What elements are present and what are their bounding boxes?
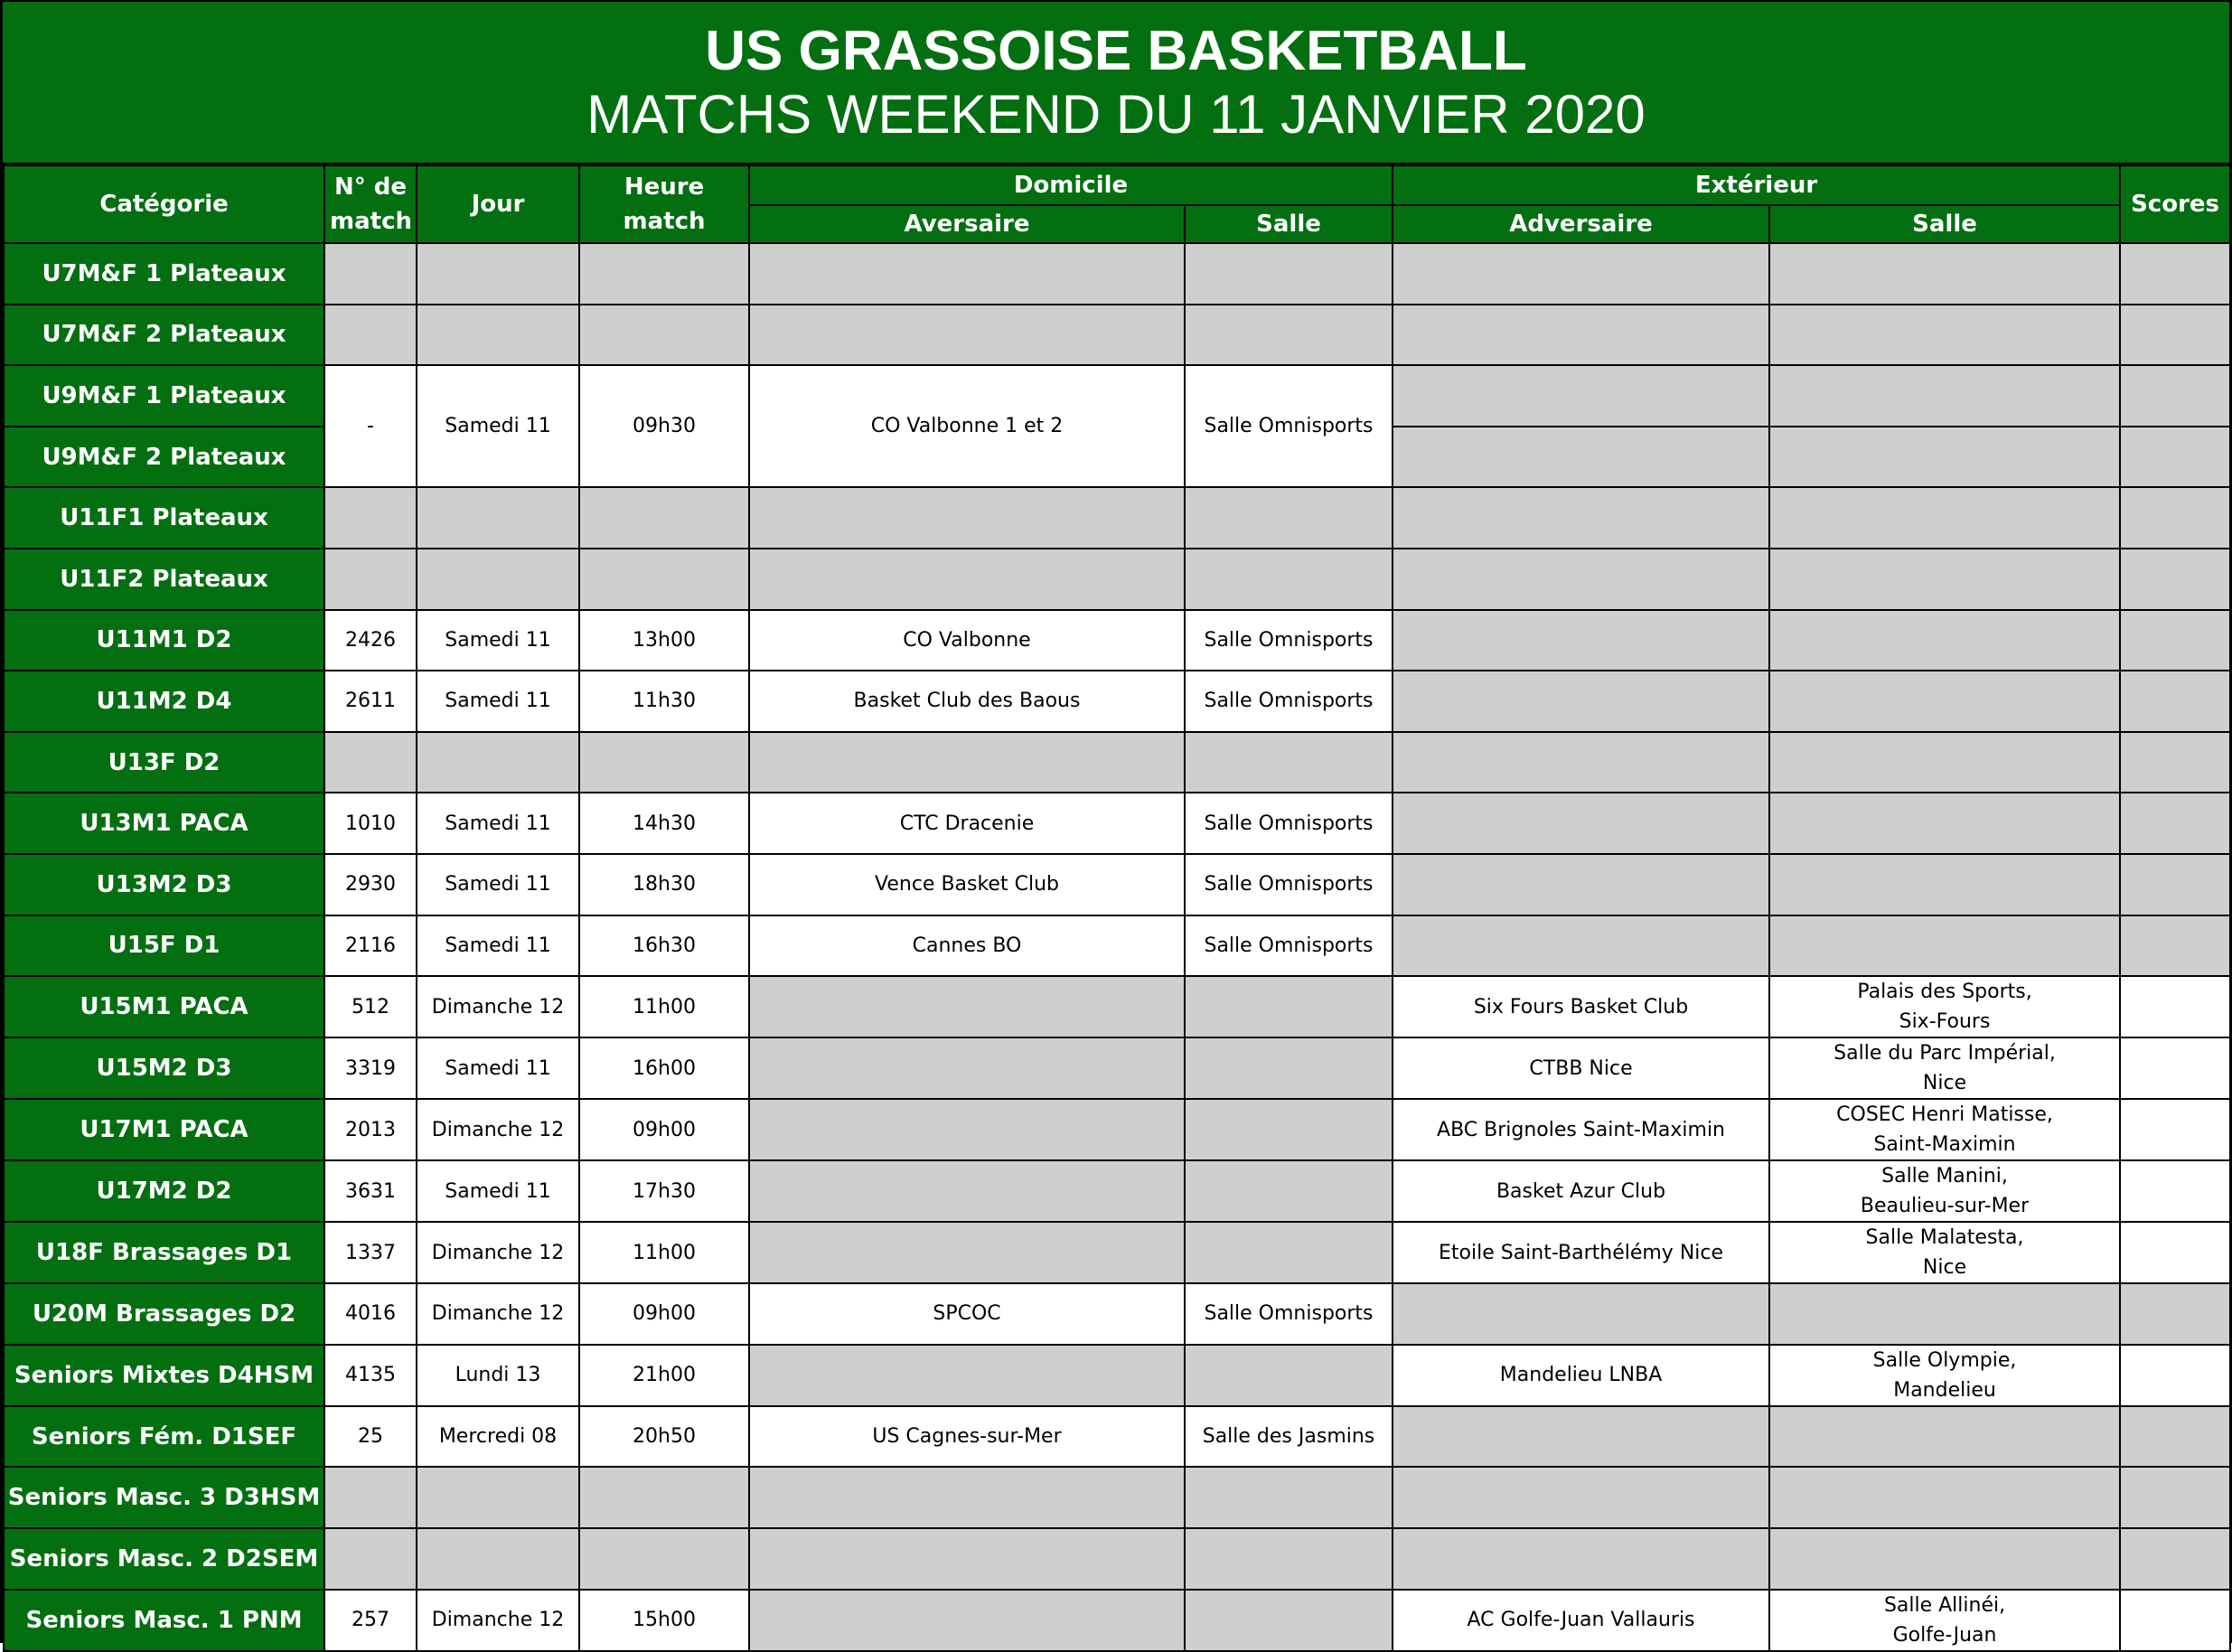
away-opponent-cell (1393, 610, 1769, 671)
day-cell: Samedi 11 (417, 915, 579, 977)
away-opponent-cell (1393, 487, 1769, 549)
home-opponent-cell (749, 549, 1185, 610)
category-cell: U11M2 D4 (4, 671, 324, 732)
away-hall-cell (1769, 305, 2120, 366)
home-opponent-cell (749, 243, 1185, 305)
away-hall-cell (1769, 793, 2120, 854)
away-hall-cell (1769, 671, 2120, 732)
away-hall-cell (1769, 1406, 2120, 1468)
time-cell: 09h00 (579, 1283, 749, 1345)
time-cell (579, 243, 749, 305)
time-cell: 17h30 (579, 1160, 749, 1222)
home-hall-cell (1185, 1590, 1393, 1651)
table-row (4, 1467, 2230, 1528)
away-opponent-cell: ABC Brignoles Saint-Maximin (1393, 1099, 1769, 1160)
day-cell: Lundi 13 (417, 1345, 579, 1406)
category-cell: U17M2 D2 (4, 1160, 324, 1222)
day-cell: Samedi 11 (417, 1160, 579, 1222)
away-hall-cell (1769, 1222, 2120, 1283)
score-cell (2120, 976, 2230, 1037)
category-cell: Seniors Masc. 3 D3HSM (4, 1467, 324, 1528)
home-opponent-cell (749, 1467, 1185, 1528)
away-opponent-cell (1393, 427, 1769, 488)
away-hall-line: Salle Manini, (1881, 1165, 2008, 1188)
away-hall-line: Salle Malatesta, (1865, 1226, 2024, 1250)
away-hall-line: COSEC Henri Matisse, (1836, 1103, 2053, 1127)
match-number-cell (324, 305, 417, 366)
time-cell (579, 1467, 749, 1528)
away-opponent-cell (1393, 915, 1769, 977)
header-match-number (324, 165, 417, 243)
match-number-cell: 1337 (324, 1222, 417, 1283)
table-row (4, 610, 2230, 671)
away-opponent-cell (1393, 1528, 1769, 1590)
header-away-hall: Salle (1769, 205, 2120, 243)
home-opponent-cell (749, 487, 1185, 549)
day-cell: Dimanche 12 (417, 1283, 579, 1345)
away-opponent-cell (1393, 1283, 1769, 1345)
table-row (4, 976, 2230, 1037)
header-home-hall: Salle (1185, 205, 1393, 243)
table-row (4, 1037, 2230, 1099)
home-opponent-cell: SPCOC (749, 1283, 1185, 1345)
away-hall-city: Nice (1922, 1072, 1967, 1095)
time-cell (579, 732, 749, 793)
away-opponent-cell (1393, 671, 1769, 732)
home-hall-cell: Salle Omnisports (1185, 854, 1393, 915)
category-cell: U7M&F 2 Plateaux (4, 305, 324, 366)
table-row (4, 1283, 2230, 1345)
away-hall-city: Beaulieu-sur-Mer (1860, 1195, 2030, 1218)
time-cell: 11h30 (579, 671, 749, 732)
away-opponent-cell (1393, 243, 1769, 305)
away-hall-line: Salle du Parc Impérial, (1833, 1042, 2056, 1065)
away-opponent-cell (1393, 793, 1769, 854)
match-number-cell: 4135 (324, 1345, 417, 1406)
category-cell: U15M1 PACA (4, 976, 324, 1037)
away-opponent-cell: Basket Azur Club (1393, 1160, 1769, 1222)
match-number-cell: 512 (324, 976, 417, 1037)
home-hall-cell: Salle des Jasmins (1185, 1406, 1393, 1468)
home-hall-cell (1185, 305, 1393, 366)
match-number-cell: 2013 (324, 1099, 417, 1160)
header-away-group: Extérieur (1393, 165, 2120, 205)
time-cell: 14h30 (579, 793, 749, 854)
away-hall-cell (1769, 1467, 2120, 1528)
day-cell: Dimanche 12 (417, 1099, 579, 1160)
day-cell: Samedi 11 (417, 1037, 579, 1099)
match-number-cell: 2116 (324, 915, 417, 977)
home-opponent-cell (749, 1528, 1185, 1590)
header-home-opponent: Aversaire (749, 205, 1185, 243)
category-cell: U13M1 PACA (4, 793, 324, 854)
away-opponent-cell (1393, 365, 1769, 427)
score-cell (2120, 854, 2230, 915)
header-match-number-text: N° de match (330, 174, 412, 235)
category-cell: U13M2 D3 (4, 854, 324, 915)
away-hall-city: Mandelieu (1893, 1378, 1996, 1402)
home-opponent-cell (749, 732, 1185, 793)
header-time-text: Heure match (623, 174, 706, 235)
away-opponent-cell (1393, 305, 1769, 366)
away-hall-city: Six-Fours (1899, 1010, 1991, 1034)
category-cell: U18F Brassages D1 (4, 1222, 324, 1283)
home-hall-cell (1185, 1345, 1393, 1406)
table-row (4, 793, 2230, 854)
category-cell: Seniors Mixtes D4HSM (4, 1345, 324, 1406)
category-cell: U13F D2 (4, 732, 324, 793)
home-hall-cell: Salle Omnisports (1185, 365, 1393, 487)
time-cell: 13h00 (579, 610, 749, 671)
table-row (4, 305, 2230, 366)
time-cell: 11h00 (579, 1222, 749, 1283)
match-number-cell: 2611 (324, 671, 417, 732)
home-hall-cell (1185, 487, 1393, 549)
score-cell (2120, 1590, 2230, 1651)
header-away-opponent: Adversaire (1393, 205, 1769, 243)
away-hall-city: Nice (1922, 1256, 1967, 1280)
table-row (4, 1528, 2230, 1590)
category-cell: Seniors Fém. D1SEF (4, 1406, 324, 1468)
away-hall-cell (1769, 1037, 2120, 1099)
table-row (4, 549, 2230, 610)
day-cell: Dimanche 12 (417, 976, 579, 1037)
score-cell (2120, 1222, 2230, 1283)
day-cell: Mercredi 08 (417, 1406, 579, 1468)
day-cell: Dimanche 12 (417, 1590, 579, 1651)
score-cell (2120, 671, 2230, 732)
table-row (4, 365, 2230, 427)
away-hall-cell (1769, 976, 2120, 1037)
away-hall-cell (1769, 854, 2120, 915)
score-cell (2120, 1283, 2230, 1345)
away-hall-line: Salle Olympie, (1872, 1348, 2017, 1372)
day-cell (417, 549, 579, 610)
score-cell (2120, 1037, 2230, 1099)
table-row (4, 1222, 2230, 1283)
home-opponent-cell (749, 1160, 1185, 1222)
away-hall-cell (1769, 243, 2120, 305)
match-number-cell (324, 732, 417, 793)
match-number-cell: 257 (324, 1590, 417, 1651)
time-cell: 15h00 (579, 1590, 749, 1651)
header-scores: Scores (2120, 165, 2230, 243)
table-row (4, 1345, 2230, 1406)
day-cell: Samedi 11 (417, 365, 579, 487)
score-cell (2120, 1099, 2230, 1160)
away-opponent-cell (1393, 1467, 1769, 1528)
home-hall-cell: Salle Omnisports (1185, 610, 1393, 671)
time-cell: 11h00 (579, 976, 749, 1037)
away-hall-cell (1769, 732, 2120, 793)
category-cell: U15F D1 (4, 915, 324, 977)
match-number-cell: 1010 (324, 793, 417, 854)
header-home-group: Domicile (749, 165, 1393, 205)
home-hall-cell (1185, 1528, 1393, 1590)
home-hall-cell (1185, 1467, 1393, 1528)
header-category: Catégorie (4, 165, 324, 243)
away-hall-cell (1769, 1345, 2120, 1406)
time-cell: 16h30 (579, 915, 749, 977)
category-cell: U15M2 D3 (4, 1037, 324, 1099)
day-cell (417, 243, 579, 305)
away-opponent-cell (1393, 1406, 1769, 1468)
day-cell (417, 1528, 579, 1590)
home-hall-cell: Salle Omnisports (1185, 793, 1393, 854)
home-hall-cell (1185, 1099, 1393, 1160)
away-hall-cell (1769, 1590, 2120, 1651)
match-number-cell (324, 1467, 417, 1528)
score-cell (2120, 1345, 2230, 1406)
match-number-cell: 2426 (324, 610, 417, 671)
club-title: US GRASSOISE BASKETBALL (705, 20, 1527, 82)
title-banner (3, 2, 2229, 164)
table-row (4, 1099, 2230, 1160)
category-cell: U17M1 PACA (4, 1099, 324, 1160)
away-opponent-cell: Six Fours Basket Club (1393, 976, 1769, 1037)
home-opponent-cell: CTC Dracenie (749, 793, 1185, 854)
score-cell (2120, 732, 2230, 793)
home-hall-cell: Salle Omnisports (1185, 1283, 1393, 1345)
away-opponent-cell: CTBB Nice (1393, 1037, 1769, 1099)
score-cell (2120, 1467, 2230, 1528)
table-row (4, 1590, 2230, 1651)
away-hall-cell (1769, 549, 2120, 610)
home-opponent-cell: US Cagnes-sur-Mer (749, 1406, 1185, 1468)
score-cell (2120, 427, 2230, 488)
table-row (4, 487, 2230, 549)
table-row (4, 1406, 2230, 1468)
away-hall-cell (1769, 1528, 2120, 1590)
match-number-cell: 3319 (324, 1037, 417, 1099)
day-cell: Dimanche 12 (417, 1222, 579, 1283)
home-hall-cell (1185, 549, 1393, 610)
time-cell: 09h30 (579, 365, 749, 487)
day-cell: Samedi 11 (417, 671, 579, 732)
home-opponent-cell: Basket Club des Baous (749, 671, 1185, 732)
away-opponent-cell: Mandelieu LNBA (1393, 1345, 1769, 1406)
score-cell (2120, 365, 2230, 427)
home-opponent-cell (749, 1345, 1185, 1406)
score-cell (2120, 487, 2230, 549)
day-cell (417, 1467, 579, 1528)
home-opponent-cell (749, 305, 1185, 366)
time-cell: 21h00 (579, 1345, 749, 1406)
home-opponent-cell: Vence Basket Club (749, 854, 1185, 915)
score-cell (2120, 1528, 2230, 1590)
score-cell (2120, 915, 2230, 977)
table-row (4, 671, 2230, 732)
header-day: Jour (417, 165, 579, 243)
home-opponent-cell (749, 1037, 1185, 1099)
away-hall-cell (1769, 1283, 2120, 1345)
home-hall-cell (1185, 1160, 1393, 1222)
match-number-cell: 4016 (324, 1283, 417, 1345)
category-cell: U11F2 Plateaux (4, 549, 324, 610)
away-hall-cell (1769, 1160, 2120, 1222)
category-cell: U9M&F 2 Plateaux (4, 427, 324, 488)
away-hall-cell (1769, 487, 2120, 549)
time-cell (579, 305, 749, 366)
table-row (4, 1160, 2230, 1222)
away-hall-city: Golfe-Juan (1892, 1623, 1997, 1647)
away-hall-cell (1769, 1099, 2120, 1160)
away-opponent-cell: Etoile Saint-Barthélémy Nice (1393, 1222, 1769, 1283)
away-hall-cell (1769, 915, 2120, 977)
category-cell: U20M Brassages D2 (4, 1283, 324, 1345)
score-cell (2120, 793, 2230, 854)
match-number-cell (324, 243, 417, 305)
away-hall-line: Salle Allinéi, (1883, 1593, 2006, 1617)
away-opponent-cell: AC Golfe-Juan Vallauris (1393, 1590, 1769, 1651)
home-opponent-cell: CO Valbonne 1 et 2 (749, 365, 1185, 487)
category-cell: U11M1 D2 (4, 610, 324, 671)
home-hall-cell: Salle Omnisports (1185, 915, 1393, 977)
away-hall-cell (1769, 365, 2120, 427)
score-cell (2120, 243, 2230, 305)
table-row (4, 243, 2230, 305)
away-opponent-cell (1393, 854, 1769, 915)
weekend-subtitle: MATCHS WEEKEND DU 11 JANVIER 2020 (586, 84, 1646, 145)
day-cell: Samedi 11 (417, 793, 579, 854)
home-hall-cell (1185, 1222, 1393, 1283)
match-number-cell (324, 1528, 417, 1590)
home-opponent-cell (749, 1590, 1185, 1651)
away-hall-city: Saint-Maximin (1873, 1133, 2016, 1157)
score-cell (2120, 1406, 2230, 1468)
match-number-cell: 25 (324, 1406, 417, 1468)
home-hall-cell: Salle Omnisports (1185, 671, 1393, 732)
away-hall-cell (1769, 610, 2120, 671)
time-cell: 18h30 (579, 854, 749, 915)
time-cell: 09h00 (579, 1099, 749, 1160)
match-number-cell (324, 487, 417, 549)
time-cell (579, 549, 749, 610)
score-cell (2120, 305, 2230, 366)
table-row (4, 915, 2230, 977)
category-cell: Seniors Masc. 2 D2SEM (4, 1528, 324, 1590)
day-cell (417, 305, 579, 366)
home-hall-cell (1185, 1037, 1393, 1099)
time-cell: 20h50 (579, 1406, 749, 1468)
home-opponent-cell (749, 976, 1185, 1037)
score-cell (2120, 610, 2230, 671)
home-opponent-cell: CO Valbonne (749, 610, 1185, 671)
home-hall-cell (1185, 732, 1393, 793)
day-cell: Samedi 11 (417, 854, 579, 915)
table-row (4, 732, 2230, 793)
match-number-cell: - (324, 365, 417, 487)
match-schedule-table (3, 164, 2231, 1652)
match-number-cell (324, 549, 417, 610)
score-cell (2120, 549, 2230, 610)
away-opponent-cell (1393, 549, 1769, 610)
away-hall-cell (1769, 427, 2120, 488)
time-cell (579, 1528, 749, 1590)
away-opponent-cell (1393, 732, 1769, 793)
home-opponent-cell: Cannes BO (749, 915, 1185, 977)
category-cell: U7M&F 1 Plateaux (4, 243, 324, 305)
time-cell (579, 487, 749, 549)
day-cell: Samedi 11 (417, 610, 579, 671)
away-hall-line: Palais des Sports, (1857, 981, 2032, 1004)
time-cell: 16h00 (579, 1037, 749, 1099)
home-opponent-cell (749, 1099, 1185, 1160)
category-cell: Seniors Masc. 1 PNM (4, 1590, 324, 1651)
day-cell (417, 487, 579, 549)
home-hall-cell (1185, 243, 1393, 305)
home-hall-cell (1185, 976, 1393, 1037)
table-row (4, 854, 2230, 915)
score-cell (2120, 1160, 2230, 1222)
category-cell: U11F1 Plateaux (4, 487, 324, 549)
header-time (579, 165, 749, 243)
category-cell: U9M&F 1 Plateaux (4, 365, 324, 427)
match-number-cell: 3631 (324, 1160, 417, 1222)
match-number-cell: 2930 (324, 854, 417, 915)
home-opponent-cell (749, 1222, 1185, 1283)
day-cell (417, 732, 579, 793)
